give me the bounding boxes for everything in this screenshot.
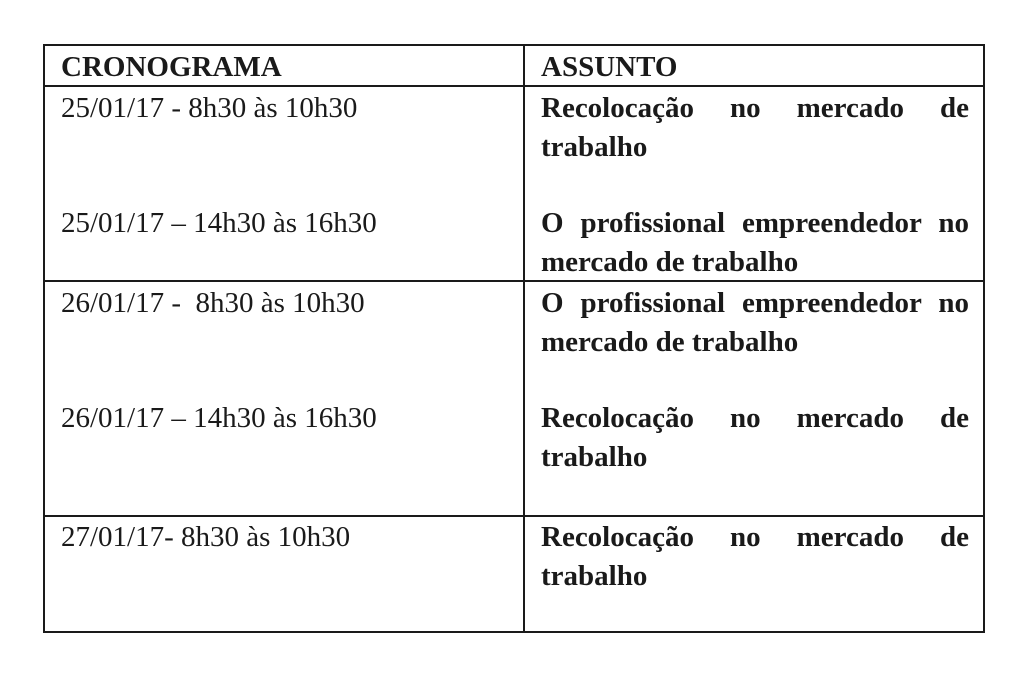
schedule-cell: 26/01/17 - 8h30 às 10h30	[61, 287, 365, 319]
schedule-cell: 25/01/17 - 8h30 às 10h30	[61, 92, 358, 124]
subject-cell: O profissional empreendedor no mercado de trabalho	[541, 287, 969, 358]
header-subject: ASSUNTO	[541, 51, 678, 83]
header-schedule: CRONOGRAMA	[61, 51, 282, 83]
subject-cell: O profissional empreendedor no mercado de trabalho	[541, 207, 969, 278]
schedule-cell: 25/01/17 – 14h30 às 16h30	[61, 207, 377, 239]
schedule-cell: 26/01/17 – 14h30 às 16h30	[61, 402, 377, 434]
column-divider	[523, 46, 525, 631]
schedule-cell: 27/01/17- 8h30 às 10h30	[61, 521, 351, 553]
schedule-table	[43, 44, 985, 633]
row-divider	[45, 515, 983, 517]
subject-cell: Recolocação no mercado de trabalho	[541, 521, 969, 592]
subject-cell: Recolocação no mercado de trabalho	[541, 402, 969, 473]
subject-cell: Recolocação no mercado de trabalho	[541, 92, 969, 163]
